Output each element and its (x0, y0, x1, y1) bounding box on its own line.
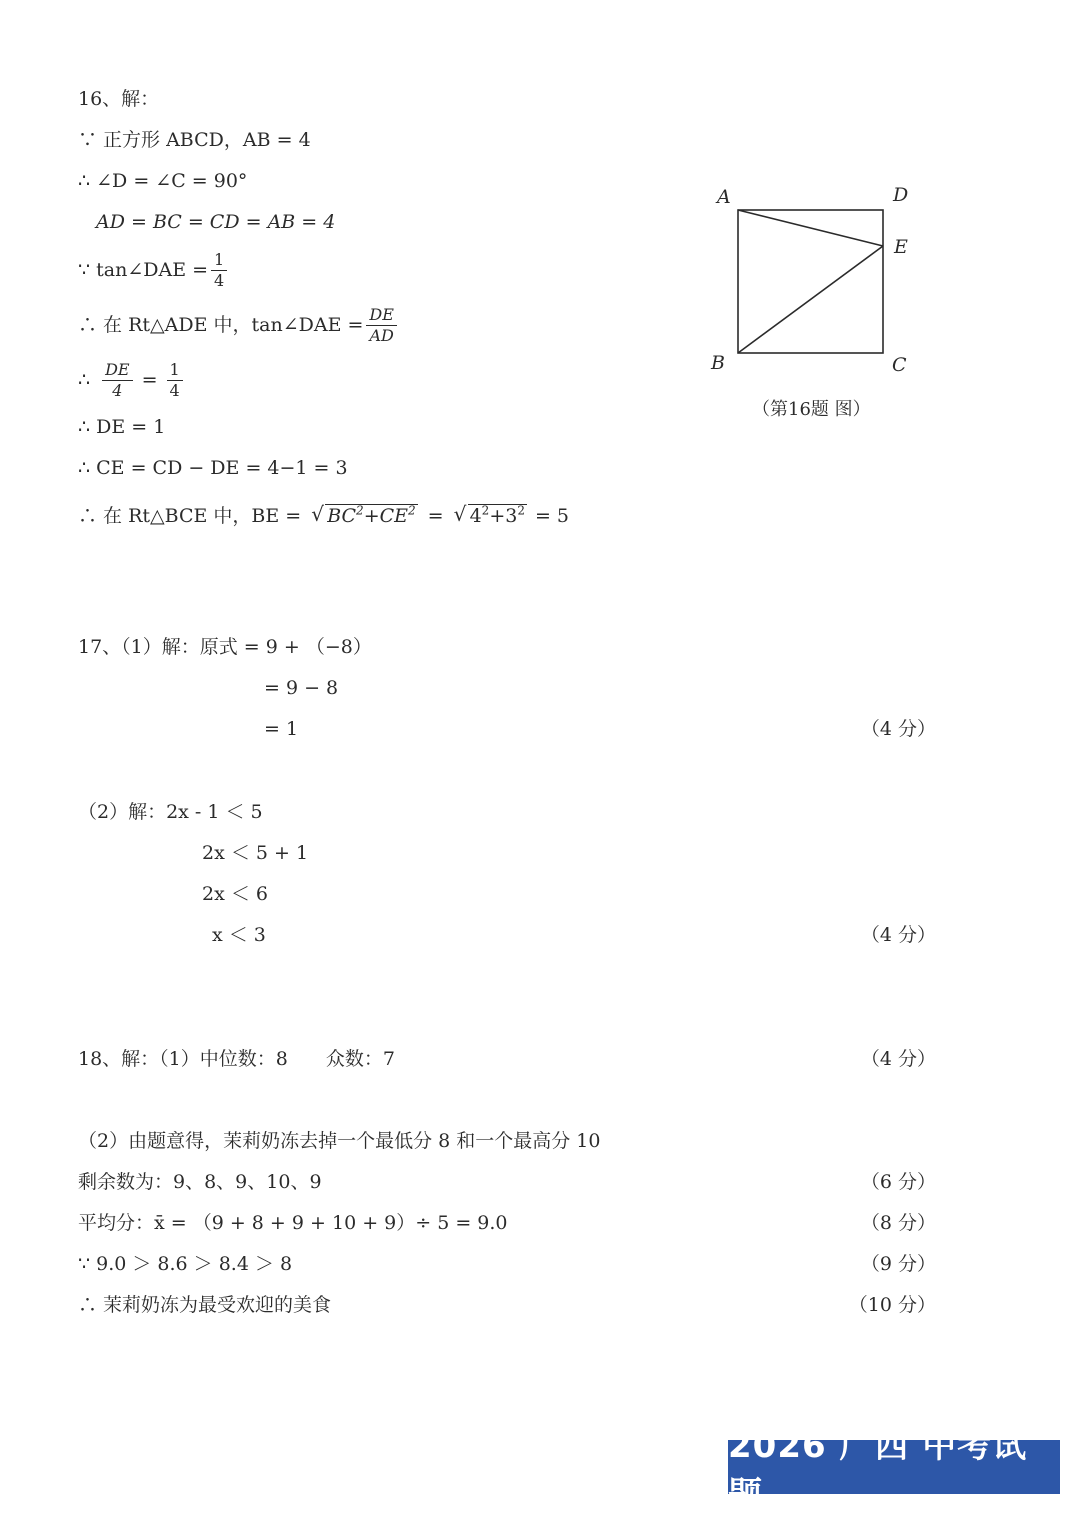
q16-line-9-sqrt-2: √ $4^2+3^2$ (453, 502, 525, 527)
q18-line-1-score: （4 分） (860, 1048, 936, 1070)
q16-line-6-prefix: ∴ (78, 369, 91, 391)
q16-line-5 (78, 302, 400, 348)
figure-label-c: C (892, 354, 907, 376)
q18-line-5: ∵ 9.0 ＞ 8.6 ＞ 8.4 ＞ 8 (78, 1253, 293, 1275)
q17-part2-score: （4 分） (860, 924, 936, 946)
q16-line-1: ∵ 正方形 ABCD，AB = 4 (78, 129, 311, 151)
figure-caption: （第16题 图） (752, 399, 871, 420)
fraction-denominator: 4 (214, 270, 225, 290)
q16-line-2: ∴ ∠D = ∠C = 90° (78, 170, 248, 192)
q16-line-4-fraction (211, 251, 227, 290)
figure-label-a: A (717, 186, 731, 208)
q16-line-9-prefix: ∴ 在 Rt△BCE 中，BE = (78, 505, 302, 527)
q16-title: 16、解： (78, 88, 160, 110)
segment-ae (738, 210, 883, 246)
q17-part1-score: （4 分） (860, 718, 936, 740)
fraction-denominator: 4 (169, 380, 180, 400)
watermark-banner: 2026 广西 中考试题 (728, 1440, 1060, 1494)
q16-line-4 (78, 247, 230, 293)
q17-part2-line-4: x ＜ 3 (212, 924, 266, 946)
q16-line-6 (78, 357, 186, 403)
q16-line-4-prefix: ∵ tan∠DAE = (78, 259, 209, 281)
q18-line-6-score: （10 分） (848, 1294, 936, 1316)
q18-line-6: ∴ 茉莉奶冻为最受欢迎的美食 (78, 1294, 332, 1316)
q18-line-1: 18、解：（1）中位数：8 众数：7 (78, 1048, 395, 1070)
q16-line-8: ∴ CE = CD − DE = 4−1 = 3 (78, 457, 348, 479)
q18-line-4-score: （8 分） (860, 1212, 936, 1234)
q17-part2-line-2: 2x ＜ 5 + 1 (202, 842, 309, 864)
q18-line-3: 剩余数为：9、8、9、10、9 (78, 1171, 322, 1193)
q17-part1-line-1: 17、（1）解：原式 = 9 + （−8） (78, 636, 372, 658)
q18-line-4: 平均分：x̄ = （9 + 8 + 9 + 10 + 9）÷ 5 = 9.0 (78, 1212, 508, 1234)
square-abcd (738, 210, 883, 353)
q16-line-5-prefix: ∴ 在 Rt△ADE 中，tan∠DAE = (78, 314, 364, 336)
q16-line-6-equals: = (141, 369, 158, 391)
fraction-numerator: 1 (167, 361, 183, 381)
fraction-numerator: DE (366, 306, 397, 326)
q18-line-3-score: （6 分） (860, 1171, 936, 1193)
fraction-numerator: DE (102, 361, 133, 381)
figure-label-d: D (893, 184, 909, 206)
figure-label-e: E (894, 236, 908, 258)
fraction-denominator: AD (369, 325, 394, 345)
q18-line-2: （2）由题意得，茉莉奶冻去掉一个最低分 8 和一个最高分 10 (78, 1130, 601, 1152)
q16-line-9-result: = 5 (534, 505, 570, 527)
q17-part1-line-3: = 1 (264, 718, 299, 740)
q17-part2-line-1: （2）解：2x - 1 ＜ 5 (78, 801, 263, 823)
q18-line-5-score: （9 分） (860, 1253, 936, 1275)
segment-be (738, 246, 883, 353)
fraction-denominator: 4 (112, 380, 123, 400)
q16-line-9-equals: = (427, 505, 444, 527)
figure-label-b: B (711, 352, 725, 374)
q16-line-7: ∴ DE = 1 (78, 416, 166, 438)
q16-line-6-fraction-left (102, 361, 133, 400)
q16-line-6-fraction-right (167, 361, 183, 400)
q16-line-5-fraction (366, 306, 397, 345)
q17-part2-line-3: 2x ＜ 6 (202, 883, 268, 905)
q17-part1-line-2: = 9 − 8 (264, 677, 339, 699)
q16-figure (700, 180, 930, 380)
q16-line-3: AD = BC = CD = AB = 4 (96, 211, 336, 233)
fraction-numerator: 1 (211, 251, 227, 271)
q16-line-9 (78, 503, 569, 529)
q16-line-9-sqrt-1: √ $BC^2+CE^2$ (311, 502, 416, 527)
